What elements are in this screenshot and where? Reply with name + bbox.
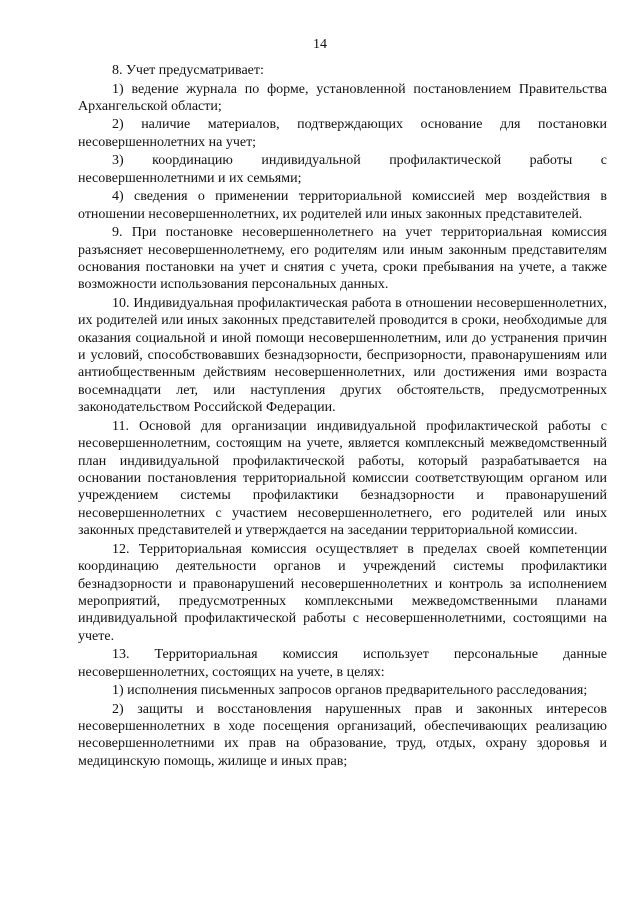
document-body — [78, 62, 607, 771]
paragraph-11: 11. Основой для организации индивидуальной профилактической работы с несовершеннолетним, состоящим на учете, является комплексный межведомственный план индивидуальной профилактической работы, который разрабатывается на основании постановления территориальной комиссии соответствующим органом или учреждением системы профилактики безнадзорности и правонарушений несовершеннолетних с участием несовершеннолетнего, его родителей или иных законных представителей и утверждается на заседании территориальной комиссии. — [78, 418, 607, 539]
page-number: 14 — [313, 37, 327, 52]
paragraph-8-item-1: 1) ведение журнала по форме, установленной постановлением Правительства Архангельской области; — [78, 81, 607, 114]
paragraph-8-item-4: 4) сведения о применении территориальной комиссией мер воздействия в отношении несовершеннолетних, их родителей или иных законных представителей. — [78, 189, 607, 222]
paragraph-10: 10. Индивидуальная профилактическая работа в отношении несовершеннолетних, их родителей или иных законных представителей проводится в сроки, необходимые для оказания социальной и иной помощи несовершеннолетним, или до устранения причин и условий, способствовавших безнадзорности, беспризорности, правонарушениям или антиобщественным действиям несовершеннолетних, или достижения ими возраста восемнадцати лет, или наступления других обстоятельств, предусмотренных законодательством Российской Федерации. — [78, 295, 607, 416]
paragraph-8: 8. Учет предусматривает: — [112, 63, 264, 78]
paragraph-13-item-2: 2) защиты и восстановления нарушенных прав и законных интересов несовершеннолетних в ходе посещения организаций, обеспечивающих реализацию несовершеннолетними их прав на образование, труд, отдых, охрану здоровья и медицинскую помощь, жилище и иных прав; — [78, 701, 607, 769]
paragraph-8-item-2: 2) наличие материалов, подтверждающих основание для постановки несовершеннолетних на учет; — [78, 117, 607, 150]
paragraph-9: 9. При постановке несовершеннолетнего на учет территориальная комиссия разъясняет несовершеннолетнему, его родителям или иным законным представителям основания постановки на учет и снятия с учета, сроки пребывания на учете, а также возможности использования персональных данных. — [78, 225, 607, 293]
paragraph-8-item-3: 3) координацию индивидуальной профилактической работы с несовершеннолетними и их семьями; — [78, 153, 607, 186]
paragraph-13: 13. Территориальная комиссия использует персональные данные несовершеннолетних, состоящих на учете, в целях: — [78, 647, 607, 680]
paragraph-12: 12. Территориальная комиссия осуществляет в пределах своей компетенции координацию деятельности органов и учреждений системы профилактики безнадзорности и правонарушений несовершеннолетних и контроль за исполнением мероприятий, предусмотренных комплексными межведомственными планами индивидуальной профилактической работы с несовершеннолетними, состоящими на учете. — [78, 541, 607, 644]
paragraph-13-item-1: 1) исполнения письменных запросов органов предварительного расследования; — [112, 683, 588, 699]
